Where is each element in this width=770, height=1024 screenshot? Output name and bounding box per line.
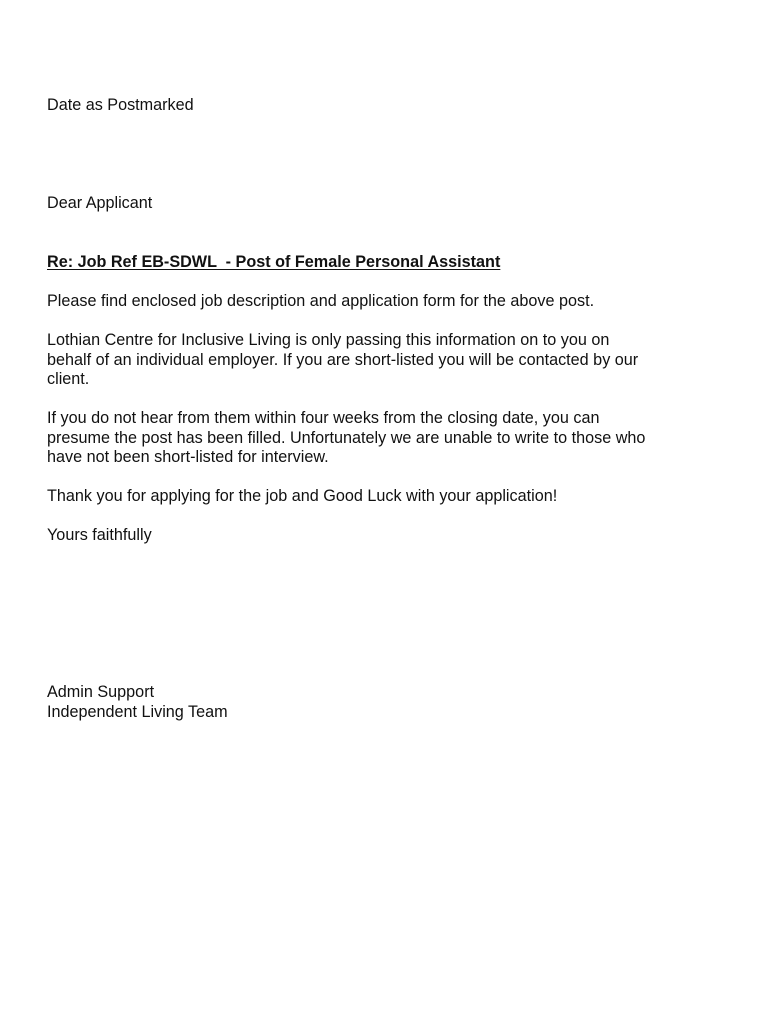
signature-name: Admin Support xyxy=(47,683,155,701)
paragraph-line: presume the post has been filled. Unfortunately we are unable to write to those who xyxy=(47,428,646,447)
paragraph-enclosed: Please find enclosed job description and application form for the above post. xyxy=(47,292,595,310)
letter-salutation: Dear Applicant xyxy=(47,194,153,212)
paragraph-thank-you: Thank you for applying for the job and Good Luck with your application! xyxy=(47,487,558,505)
signature-block xyxy=(47,683,737,722)
paragraph-lcil-info xyxy=(47,331,737,390)
letter-date: Date as Postmarked xyxy=(47,96,194,114)
paragraph-line: behalf of an individual employer. If you are short-listed you will be contacted by our xyxy=(47,350,639,369)
paragraph-line: Lothian Centre for Inclusive Living is only passing this information on to you on xyxy=(47,331,610,349)
signature-team: Independent Living Team xyxy=(47,702,228,721)
paragraph-closing-date xyxy=(47,409,737,468)
paragraph-line: client. xyxy=(47,370,90,389)
letter-closing: Yours faithfully xyxy=(47,526,152,544)
paragraph-line: If you do not hear from them within four weeks from the closing date, you can xyxy=(47,409,600,427)
letter-subject: Re: Job Ref EB-SDWL - Post of Female Personal Assistant xyxy=(47,253,501,271)
paragraph-line: have not been short-listed for interview. xyxy=(47,448,329,467)
